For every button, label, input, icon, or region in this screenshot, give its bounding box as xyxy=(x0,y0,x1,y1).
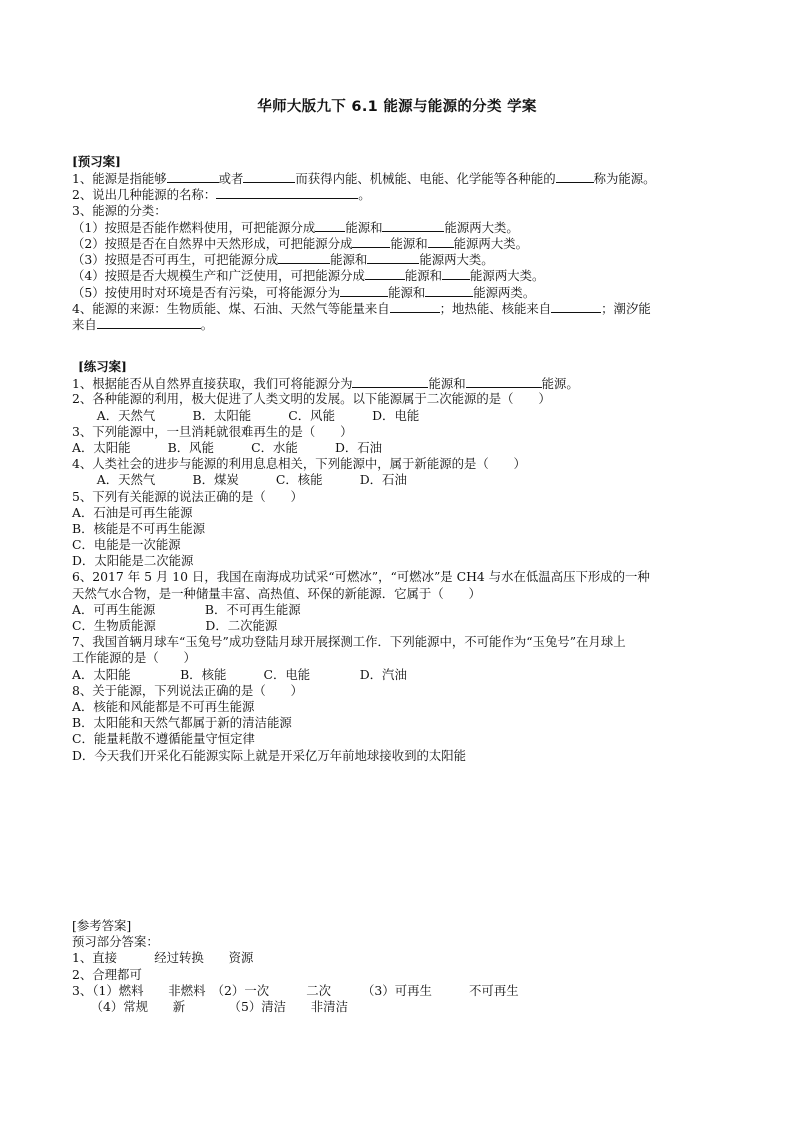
practice-line: A．天然气 B．煤炭 C．核能 D．石油 xyxy=(72,472,407,488)
practice-line: 3、下列能源中，一旦消耗就很难再生的是（ ） xyxy=(72,423,353,439)
blank xyxy=(551,300,601,313)
blank xyxy=(425,284,473,297)
answer-line: 1、直接 经过转换 资源 xyxy=(72,950,254,966)
blank xyxy=(442,267,470,280)
practice-line: C．能量耗散不遵循能量守恒定律 xyxy=(72,731,255,747)
answer-line: （4）常规 新 （5）清洁 非清洁 xyxy=(72,998,348,1014)
practice-line: A．可再生能源 B．不可再生能源 xyxy=(72,601,301,617)
answers-section xyxy=(72,918,732,1015)
blank xyxy=(216,186,358,199)
practice-line: 8、关于能源，下列说法正确的是（ ） xyxy=(72,682,303,698)
answer-line: 预习部分答案： xyxy=(72,934,159,950)
practice-heading: [练习案] xyxy=(78,359,127,374)
practice-line: C．电能是一次能源 xyxy=(72,537,181,553)
practice-line: 6、2017 年 5 月 10 日，我国在南海成功试采“可燃冰”，“可燃冰”是 CH4 与水在低温高压下形成的一种 xyxy=(72,569,650,585)
blank xyxy=(97,316,201,329)
preview-heading: [预习案] xyxy=(72,154,121,169)
blank xyxy=(367,251,419,264)
preview-q3-3: （3）按照是否可再生，可把能源分成 能源和 能源两大类。 xyxy=(72,252,494,268)
preview-q3-2: （2）按照是否在自然界中天然形成，可把能源分成 能源和 能源两大类。 xyxy=(72,235,528,251)
preview-section xyxy=(72,154,732,332)
practice-line: B．核能是不可再生能源 xyxy=(72,520,206,536)
practice-q1: 1、根据能否从自然界直接获取，我们可将能源分为 能源和 能源。 xyxy=(72,376,579,392)
practice-line: C．生物质能源 D．二次能源 xyxy=(72,618,278,633)
blank xyxy=(466,375,542,388)
blank xyxy=(167,170,219,183)
practice-line: B．太阳能和天然气都属于新的清洁能源 xyxy=(72,715,292,731)
preview-q4-cont: 来自 。 xyxy=(72,316,214,332)
preview-q3-4: （4）按照是否大规模生产和广泛使用，可把能源分成 能源和 能源两大类。 xyxy=(72,268,545,284)
practice-line: D．太阳能是二次能源 xyxy=(72,553,194,569)
practice-line: 5、下列有关能源的说法正确的是（ ） xyxy=(72,488,303,504)
preview-q3-1: （1）按照是否能作燃料使用，可把能源分成 能源和 能源两大类。 xyxy=(72,219,519,235)
preview-q2: 2、说出几种能源的名称： 。 xyxy=(72,187,371,203)
blank xyxy=(340,284,388,297)
practice-line: A．天然气 B．太阳能 C．风能 D．电能 xyxy=(72,407,420,423)
practice-line: 4、人类社会的进步与能源的利用息息相关，下列能源中，属于新能源的是（ ） xyxy=(72,456,526,472)
blank xyxy=(243,170,295,183)
answers-heading: [参考答案] xyxy=(72,918,132,933)
preview-q4: 4、能源的来源：生物质能、煤、石油、天然气等能量来自 ；地热能、核能来自 ；潮汐能 xyxy=(72,300,651,316)
practice-line: 工作能源的是（ ） xyxy=(72,650,196,666)
preview-q1: 1、能源是指能够 或者 而获得内能、机械能、电能、化学能等各种能的 称为能源。 xyxy=(72,171,656,187)
practice-line: D．今天我们开采化石能源实际上就是开采亿万年前地球接收到的太阳能 xyxy=(72,747,467,763)
page-title: 华师大版九下 6.1 能源与能源的分类 学案 xyxy=(257,99,537,115)
blank xyxy=(556,170,594,183)
practice-line: 7、我国首辆月球车“玉兔号”成功登陆月球开展探测工作．下列能源中，不可能作为“玉兔号”在月球上 xyxy=(72,634,626,650)
practice-line: A．太阳能 B．风能 C．水能 D．石油 xyxy=(72,439,383,455)
practice-line: 天然气水合物，是一种储量丰富、高热值、环保的新能源．它属于（ ） xyxy=(72,585,481,601)
blank xyxy=(365,267,405,280)
blank xyxy=(352,375,428,388)
blank xyxy=(428,235,454,248)
practice-line: A．核能和风能都是不可再生能源 xyxy=(72,698,255,714)
blank xyxy=(315,219,345,232)
blank xyxy=(352,235,390,248)
blank xyxy=(278,251,330,264)
practice-line: A．石油是可再生能源 xyxy=(72,504,193,520)
preview-q3: 3、能源的分类： xyxy=(72,202,167,218)
practice-line: 2、各种能源的利用，极大促进了人类文明的发展。以下能源属于二次能源的是（ ） xyxy=(72,391,551,407)
answer-line: 3、（1）燃料 非燃料 （2）一次 二次 （3）可再生 不可再生 xyxy=(72,982,519,998)
blank xyxy=(390,300,440,313)
answer-line: 2、合理都可 xyxy=(72,966,142,982)
practice-section xyxy=(72,359,732,764)
blank xyxy=(382,219,444,232)
practice-line: A．太阳能 B．核能 C．电能 D．汽油 xyxy=(72,666,407,682)
preview-q3-5: （5）按使用时对环境是否有污染，可将能源分为 能源和 能源两类。 xyxy=(72,284,536,300)
